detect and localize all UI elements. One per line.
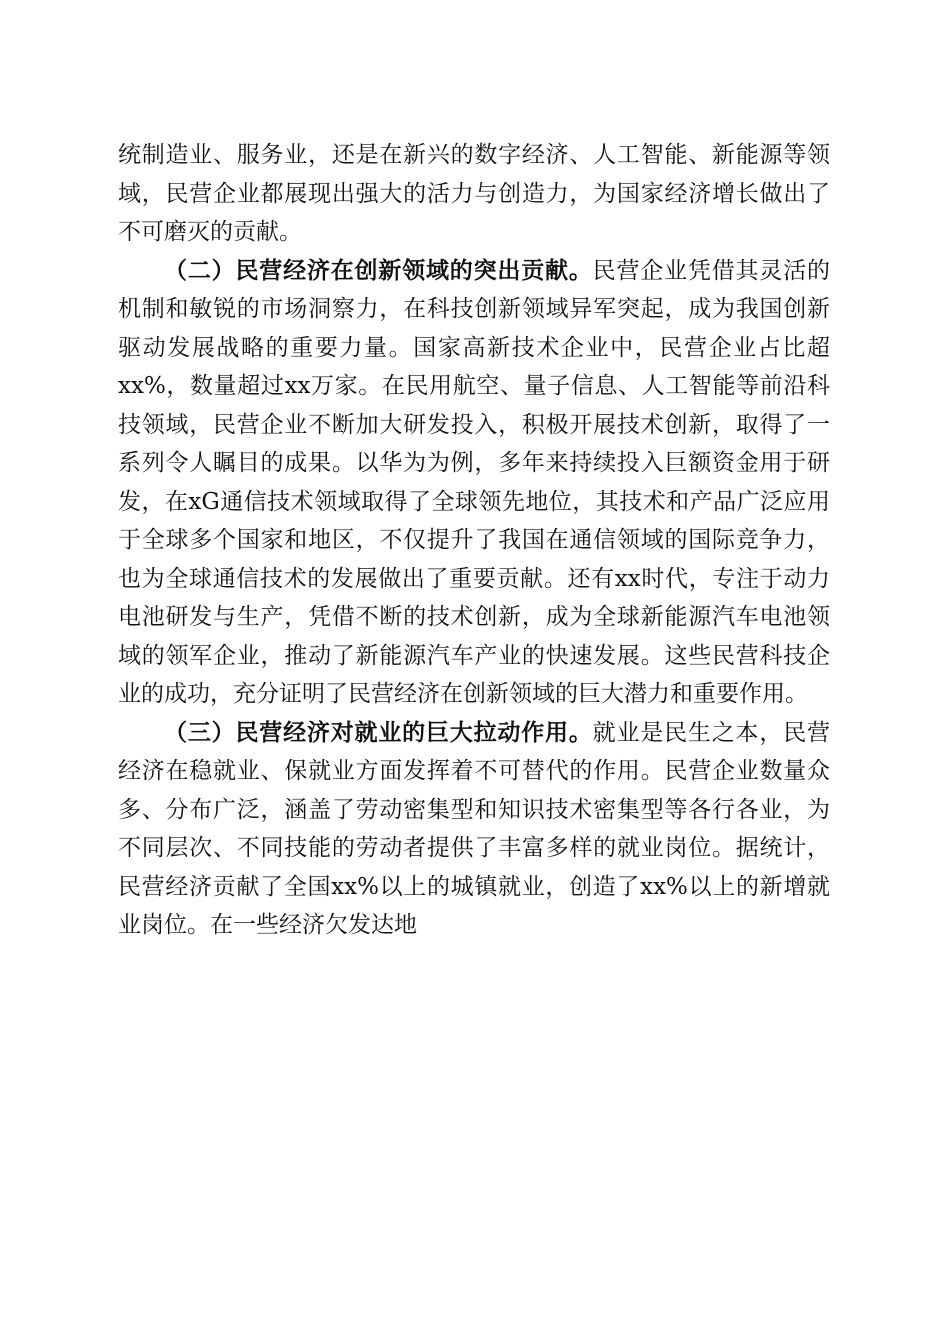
paragraph-body: 民营企业凭借其灵活的机制和敏锐的市场洞察力，在科技创新领域异军突起，成为我国创新驱动发展战略的重要力量。国家高新技术企业中，民营企业占比超xx%，数量超过xx万家。在民用航空、量子信息、人工智能等前沿科技领域，民营企业不断加大研发投入，积极开展技术创新，取得了一系列令人瞩目的成果。以华为为例，多年来持续投入巨额资金用于研发，在xG通信技术领域取得了全球领先地位，其技术和产品广泛应用于全球多个国家和地区，不仅提升了我国在通信领域的国际竞争力，也为全球通信技术的发展做出了重要贡献。还有xx时代，专注于动力电池研发与生产，凭借不断的技术创新，成为全球新能源汽车电池领域的领军企业，推动了新能源汽车产业的快速发展。这些民营科技企业的成功，充分证明了民营经济在创新领域的巨大潜力和重要作用。 bbox=[118, 257, 831, 707]
paragraph-body: 就业是民生之本，民营经济在稳就业、保就业方面发挥着不可替代的作用。民营企业数量众多、分布广泛，涵盖了劳动密集型和知识技术密集型等各行各业，为不同层次、不同技能的劳动者提供了丰富多样的就业岗位。据统计，民营经济贡献了全国xx%以上的城镇就业，创造了xx%以上的新增就业岗位。在一些经济欠发达地 bbox=[118, 719, 831, 938]
section-heading-employment: （三）民营经济对就业的巨大拉动作用。 bbox=[164, 718, 593, 746]
paragraph-innovation bbox=[118, 252, 830, 714]
paragraph-body: 统制造业、服务业，还是在新兴的数字经济、人工智能、新能源等领域，民营企业都展现出强大的活力与创造力，为国家经济增长做出了不可磨灭的贡献。 bbox=[118, 142, 830, 245]
paragraph-employment bbox=[118, 714, 830, 945]
document-page bbox=[118, 136, 830, 945]
section-heading-innovation: （二）民营经济在创新领域的突出贡献。 bbox=[164, 256, 593, 284]
paragraph-continuation bbox=[118, 136, 830, 252]
